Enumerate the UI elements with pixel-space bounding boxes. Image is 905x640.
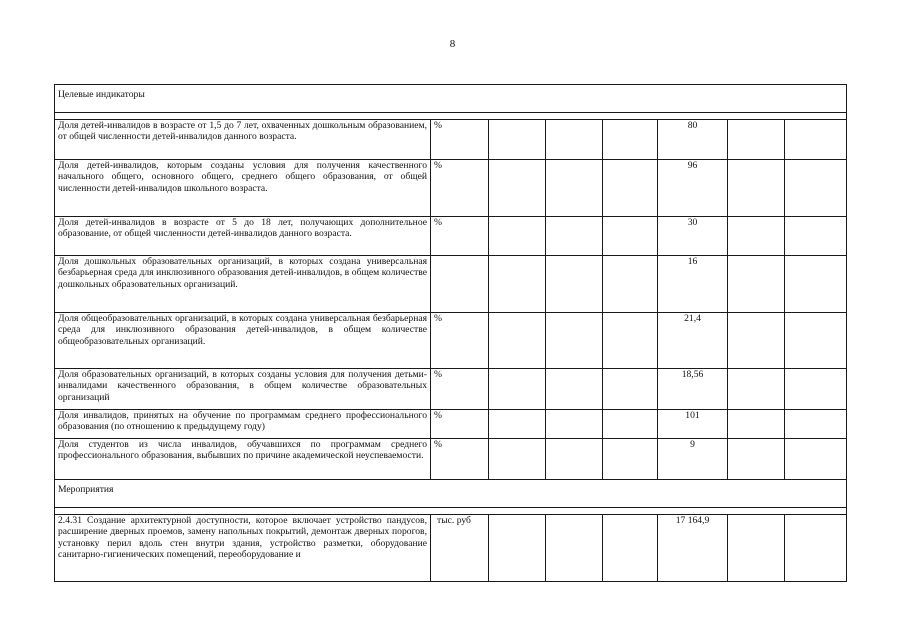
indicators-table bbox=[54, 84, 847, 582]
indicator-text: Доля дошкольных образовательных организаций, в которых создана универсальная безбарьерная среда для инклюзивного образования детей-инвалидов, в общем количестве дошкольных образовательных организаций. bbox=[55, 256, 431, 313]
section-title-indicators: Целевые индикаторы bbox=[55, 85, 847, 113]
indicator-value: 9 bbox=[658, 439, 728, 480]
table-row bbox=[55, 410, 847, 439]
indicator-unit: % bbox=[431, 217, 489, 256]
measure-value: 17 164,9 bbox=[658, 515, 728, 582]
indicator-text: Доля студентов из числа инвалидов, обучавшихся по программам среднего профессионального образования, выбывших по причине академической неуспеваемости. bbox=[55, 439, 431, 480]
table-row bbox=[55, 120, 847, 160]
measure-unit: тыс. руб bbox=[431, 515, 489, 582]
table-row bbox=[55, 160, 847, 217]
indicator-value: 18,56 bbox=[658, 369, 728, 410]
table-row bbox=[55, 256, 847, 313]
spacer-row bbox=[55, 508, 847, 515]
measure-text: 2.4.31 Создание архитектурной доступности, которое включает устройство пандусов, расширение дверных проемов, замену напольных покрытий, демонтаж дверных порогов, установку перил вдоль стен внутри здания, устройство разметки, оборудование санитарно-гигиенических помещений, переоборудование и bbox=[55, 515, 431, 582]
indicator-text: Доля образовательных организаций, в которых созданы условия для получения детьми-инвалидами качественного образования, в общем количестве образовательных организаций bbox=[55, 369, 431, 410]
section-title-measures: Мероприятия bbox=[55, 480, 847, 508]
page-number: 8 bbox=[449, 38, 456, 50]
indicator-text: Доля инвалидов, принятых на обучение по программам среднего профессионального образования (по отношению к предыдущему году) bbox=[55, 410, 431, 439]
indicator-unit: % bbox=[431, 313, 489, 369]
indicator-value: 30 bbox=[658, 217, 728, 256]
section-row-measures bbox=[55, 480, 847, 508]
indicator-unit: % bbox=[431, 120, 489, 160]
indicator-unit: % bbox=[431, 369, 489, 410]
section-row-indicators bbox=[55, 85, 847, 113]
spacer-row bbox=[55, 113, 847, 120]
table-row bbox=[55, 439, 847, 480]
indicator-value: 80 bbox=[658, 120, 728, 160]
table-row bbox=[55, 369, 847, 410]
indicator-value: 16 bbox=[658, 256, 728, 313]
indicator-value: 21,4 bbox=[658, 313, 728, 369]
indicator-value: 96 bbox=[658, 160, 728, 217]
indicator-text: Доля детей-инвалидов в возрасте от 1,5 до 7 лет, охваченных дошкольным образованием, от общей численности детей-инвалидов данного возраста. bbox=[55, 120, 431, 160]
table-row bbox=[55, 313, 847, 369]
indicator-text: Доля детей-инвалидов, которым созданы условия для получения качественного начального общего, основного общего, среднего общего образования, от общей численности детей-инвалидов школьного возраста. bbox=[55, 160, 431, 217]
indicator-text: Доля детей-инвалидов в возрасте от 5 до 18 лет, получающих дополнительное образование, от общей численности детей-инвалидов данного возраста. bbox=[55, 217, 431, 256]
indicator-value: 101 bbox=[658, 410, 728, 439]
table-row bbox=[55, 515, 847, 582]
indicator-unit: % bbox=[431, 439, 489, 480]
table-row bbox=[55, 217, 847, 256]
indicator-unit: % bbox=[431, 160, 489, 217]
indicator-unit: % bbox=[431, 410, 489, 439]
indicator-text: Доля общеобразовательных организаций, в которых создана универсальная безбарьерная среда для инклюзивного образования детей-инвалидов, в общем количестве общеобразовательных организаций. bbox=[55, 313, 431, 369]
indicator-unit bbox=[431, 256, 489, 313]
